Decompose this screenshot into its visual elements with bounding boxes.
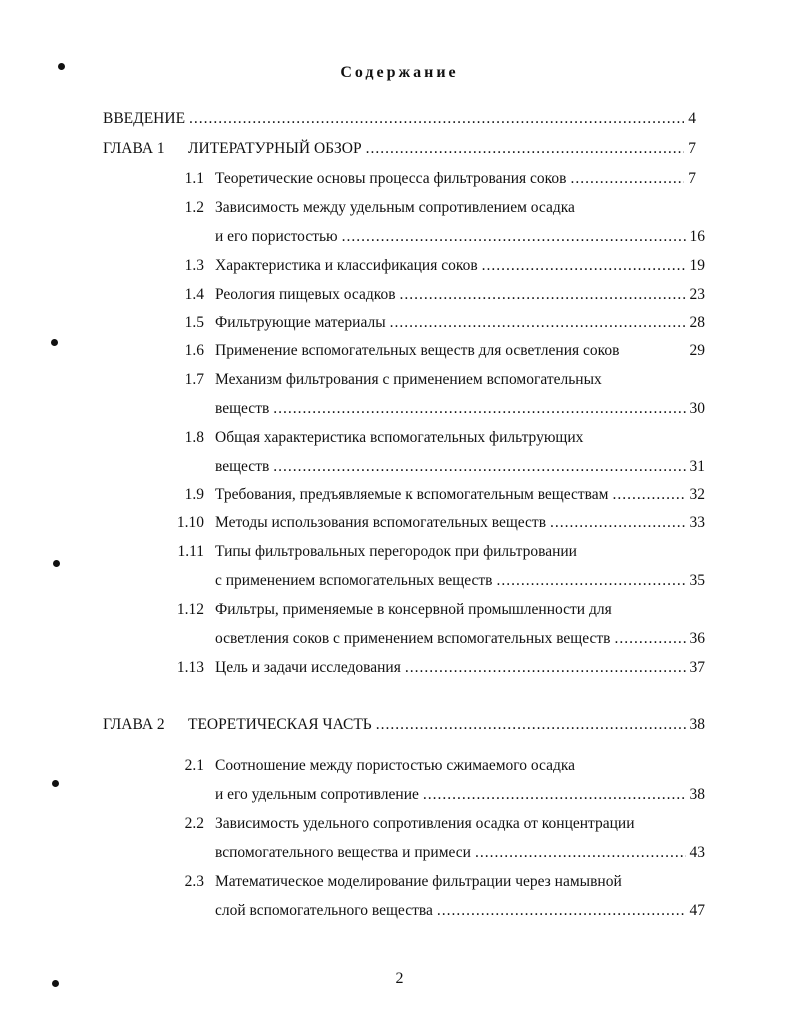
entry-text: Математическое моделирование фильтрации через намывной	[215, 873, 622, 890]
toc-entry	[215, 485, 705, 505]
toc-entry-line1	[215, 600, 612, 620]
entry-text: Типы фильтровальных перегородок при фильтровании	[215, 543, 577, 560]
entry-page: 38	[689, 786, 705, 803]
toc-entry	[215, 571, 705, 591]
toc-entry	[215, 785, 705, 805]
entry-text: веществ	[215, 400, 270, 417]
entry-text: Соотношение между пористостью сжимаемого осадка	[215, 757, 576, 774]
entry-text: Зависимость удельного сопротивления осадка от концентрации	[215, 815, 635, 832]
toc-entry	[215, 399, 705, 419]
entry-page: 31	[689, 458, 705, 475]
leader-dots	[550, 513, 685, 533]
entry-page: 7	[688, 140, 696, 157]
toc-entry-line1	[215, 814, 635, 834]
leader-dots	[571, 169, 685, 189]
entry-page: 32	[689, 486, 705, 503]
toc-entry-line1	[215, 756, 575, 776]
entry-page: 43	[689, 844, 705, 861]
entry-page: 28	[689, 314, 705, 331]
entry-page: 16	[689, 228, 705, 245]
scan-mark	[51, 339, 58, 346]
chapter-label: ГЛАВА 1	[103, 140, 165, 157]
entry-text: Требования, предъявляемые к вспомогательным веществам	[215, 486, 609, 503]
toc-entry-chapter1	[188, 139, 696, 159]
leader-dots	[482, 256, 686, 276]
page-title: Содержание	[340, 64, 459, 81]
leader-dots	[496, 571, 685, 591]
section-number: 1.1	[184, 170, 204, 187]
toc-entry	[215, 843, 705, 863]
entry-text: Фильтры, применяемые в консервной промышленности для	[215, 601, 612, 618]
section-number: 2.3	[184, 873, 204, 890]
toc-entry	[215, 313, 705, 333]
section-number: 1.10	[176, 514, 204, 531]
section-number: 1.8	[184, 429, 204, 446]
toc-entry-line1	[215, 370, 602, 390]
leader-dots	[612, 485, 685, 505]
entry-text: Зависимость между удельным сопротивлением осадка	[215, 199, 575, 216]
leader-dots	[423, 785, 686, 805]
page-number: 2	[395, 970, 404, 987]
leader-dots	[614, 629, 685, 649]
entry-page: 23	[689, 286, 705, 303]
leader-dots	[273, 457, 685, 477]
section-number: 1.3	[184, 257, 204, 274]
entry-page: 4	[688, 110, 696, 127]
section-number: 2.1	[184, 757, 204, 774]
scan-mark	[52, 780, 59, 787]
leader-dots	[475, 843, 686, 863]
toc-entry	[215, 227, 705, 247]
section-number: 1.7	[184, 371, 204, 388]
chapter-label: ГЛАВА 2	[103, 716, 165, 733]
entry-text: ТЕОРЕТИЧЕСКАЯ ЧАСТЬ	[188, 716, 372, 733]
entry-text: Применение вспомогательных веществ для осветления соков	[215, 342, 620, 359]
entry-text: Общая характеристика вспомогательных фильтрующих	[215, 429, 584, 446]
entry-page: 19	[689, 257, 705, 274]
entry-page: 29	[689, 342, 705, 359]
leader-dots	[366, 139, 685, 159]
toc-entry	[215, 285, 705, 305]
toc-entry	[215, 513, 705, 533]
entry-text: и его пористостью	[215, 228, 338, 245]
entry-page: 7	[688, 170, 696, 187]
entry-page: 47	[689, 902, 705, 919]
entry-text: и его удельным сопротивление	[215, 786, 419, 803]
entry-text: осветления соков с применением вспомогательных веществ	[215, 630, 611, 647]
toc-entry-line1	[215, 428, 583, 448]
entry-text: ЛИТЕРАТУРНЫЙ ОБЗОР	[188, 140, 362, 157]
leader-dots	[273, 399, 685, 419]
entry-text: Характеристика и классификация соков	[215, 257, 478, 274]
section-number: 1.11	[177, 543, 204, 560]
entry-page: 30	[689, 400, 705, 417]
scan-mark	[53, 560, 60, 567]
toc-entry-chapter2	[188, 715, 705, 735]
entry-text: вспомогательного вещества и примеси	[215, 844, 471, 861]
toc-entry	[215, 658, 705, 678]
entry-text: веществ	[215, 458, 270, 475]
entry-text: с применением вспомогательных веществ	[215, 572, 493, 589]
entry-text: Цель и задачи исследования	[215, 659, 401, 676]
entry-text: слой вспомогательного вещества	[215, 902, 433, 919]
section-number: 1.6	[184, 342, 204, 359]
leader-dots	[405, 658, 686, 678]
toc-entry	[215, 457, 705, 477]
toc-entry	[215, 256, 705, 276]
entry-text: Методы использования вспомогательных веществ	[215, 514, 547, 531]
section-number: 1.2	[184, 199, 204, 216]
toc-entry-line1	[215, 542, 577, 562]
entry-page: 35	[689, 572, 705, 589]
entry-text: Реология пищевых осадков	[215, 286, 396, 303]
section-number: 1.9	[184, 486, 204, 503]
section-number: 2.2	[184, 815, 204, 832]
leader-dots	[376, 715, 686, 735]
toc-entry	[215, 341, 705, 361]
entry-page: 33	[689, 514, 705, 531]
leader-dots	[390, 313, 686, 333]
entry-page: 37	[689, 659, 705, 676]
entry-text: Фильтрующие материалы	[215, 314, 386, 331]
toc-entry	[215, 901, 705, 921]
toc-entry	[215, 629, 705, 649]
leader-dots	[342, 227, 686, 247]
toc-entry-line1	[215, 872, 622, 892]
leader-dots	[437, 901, 686, 921]
entry-text: Теоретические основы процесса фильтрования соков	[215, 170, 567, 187]
section-number: 1.13	[176, 659, 204, 676]
section-number: 1.4	[184, 286, 204, 303]
entry-text: ВВЕДЕНИЕ	[103, 110, 186, 127]
toc-entry-line1	[215, 198, 575, 218]
toc-entry-intro	[103, 109, 696, 129]
entry-text: Механизм фильтрования с применением вспомогательных	[215, 371, 602, 388]
leader-dots	[400, 285, 686, 305]
entry-page: 38	[689, 716, 705, 733]
entry-page: 36	[689, 630, 705, 647]
section-number: 1.12	[176, 601, 204, 618]
section-number: 1.5	[184, 314, 204, 331]
leader-dots	[189, 109, 684, 129]
toc-entry	[215, 169, 696, 189]
